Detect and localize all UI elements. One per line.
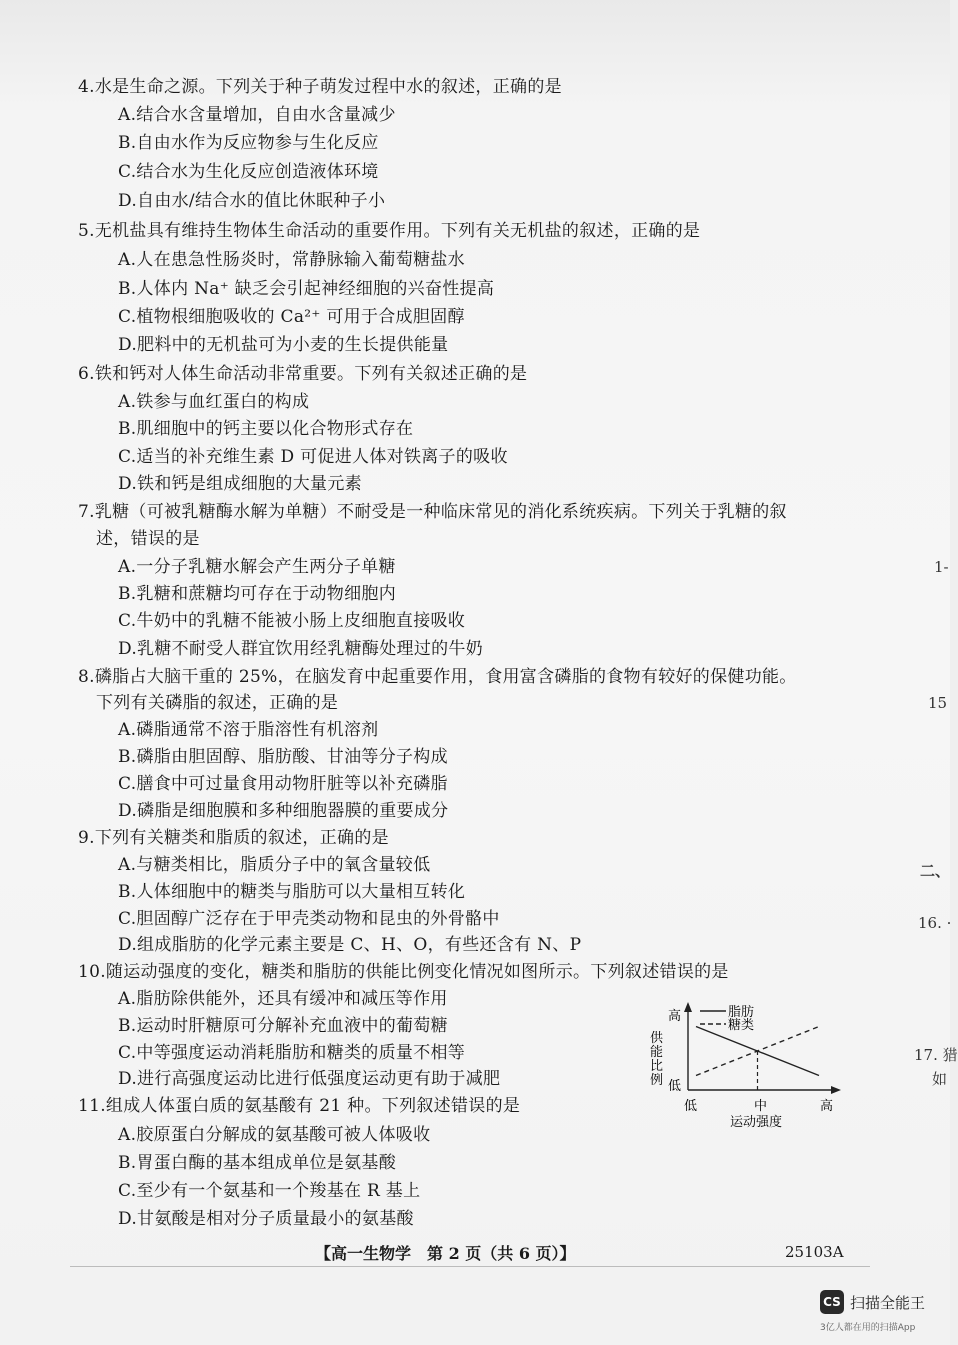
question-7-option-b: B.乳糖和蔗糖均可存在于动物细胞内 bbox=[118, 584, 396, 604]
y-tick-high: 高 bbox=[668, 1009, 682, 1024]
y-tick-low: 低 bbox=[668, 1079, 682, 1094]
question-8-stem: 8.磷脂占大脑干重的 25%，在脑发育中起重要作用，食用富含磷脂的食物有较好的保健功能。 bbox=[78, 667, 797, 687]
x-tick-low: 低 bbox=[684, 1099, 698, 1114]
question-6-stem: 6.铁和钙对人体生命活动非常重要。下列有关叙述正确的是 bbox=[78, 364, 528, 384]
question-8-option-c: C.膳食中可过量食用动物肝脏等以补充磷脂 bbox=[118, 774, 448, 794]
legend-fat-label: 脂肪 bbox=[728, 1005, 755, 1020]
y-label-char-4: 例 bbox=[650, 1073, 664, 1088]
y-label-char-2: 能 bbox=[650, 1045, 664, 1060]
question-5-option-a: A.人在患急性肠炎时，常静脉输入葡萄糖盐水 bbox=[118, 250, 465, 270]
question-11-stem: 11.组成人体蛋白质的氨基酸有 21 种。下列叙述错误的是 bbox=[78, 1096, 521, 1116]
margin-fragment-1: 1- bbox=[934, 558, 949, 576]
question-6-option-a: A.铁参与血红蛋白的构成 bbox=[118, 392, 310, 412]
scanner-logo: CS bbox=[820, 1290, 844, 1314]
x-tick-high: 高 bbox=[820, 1099, 834, 1114]
margin-fragment-2: 15 bbox=[928, 694, 948, 712]
y-label-char-3: 比 bbox=[650, 1059, 664, 1074]
legend-sugar-label: 糖类 bbox=[728, 1018, 755, 1033]
question-11-option-c: C.至少有一个氨基和一个羧基在 R 基上 bbox=[118, 1181, 421, 1201]
question-8-option-b: B.磷脂由胆固醇、脂肪酸、甘油等分子构成 bbox=[118, 747, 448, 767]
footer-code: 25103A bbox=[785, 1243, 844, 1261]
question-6-option-c: C.适当的补充维生素 D 可促进人体对铁离子的吸收 bbox=[118, 447, 508, 467]
margin-fragment-4: 16. · bbox=[918, 914, 952, 932]
footer-subject: 【高一生物学 第 2 页（共 6 页）】 bbox=[315, 1244, 576, 1263]
question-7-option-c: C.牛奶中的乳糖不能被小肠上皮细胞直接吸收 bbox=[118, 611, 466, 631]
question-9-option-a: A.与糖类相比，脂质分子中的氧含量较低 bbox=[118, 855, 431, 875]
question-7-stem-cont: 述，错误的是 bbox=[96, 529, 200, 549]
y-label-char-1: 供 bbox=[650, 1031, 664, 1046]
question-10-option-c: C.中等强度运动消耗脂肪和糖类的质量不相等 bbox=[118, 1043, 466, 1063]
question-9-option-d: D.组成脂肪的化学元素主要是 C、H、O，有些还含有 N、P bbox=[118, 935, 582, 955]
question-6-option-b: B.肌细胞中的钙主要以化合物形式存在 bbox=[118, 419, 414, 439]
question-11-option-d: D.甘氨酸是相对分子质量最小的氨基酸 bbox=[118, 1209, 414, 1229]
x-tick-mid: 中 bbox=[754, 1099, 768, 1114]
question-7-stem: 7.乳糖（可被乳糖酶水解为单糖）不耐受是一种临床常见的消化系统疾病。下列关于乳糖的叙 bbox=[78, 502, 787, 522]
question-5-option-c: C.植物根细胞吸收的 Ca²⁺ 可用于合成胆固醇 bbox=[118, 307, 465, 327]
question-8-stem-cont: 下列有关磷脂的叙述，正确的是 bbox=[96, 693, 339, 713]
energy-supply-chart bbox=[640, 998, 850, 1138]
question-7-option-d: D.乳糖不耐受人群宜饮用经乳糖酶处理过的牛奶 bbox=[118, 639, 484, 659]
question-10-option-a: A.脂肪除供能外，还具有缓冲和减压等作用 bbox=[118, 989, 448, 1009]
chart-x-arrow bbox=[831, 1086, 841, 1094]
scanner-tagline: 3亿人都在用的扫描App bbox=[820, 1323, 916, 1333]
question-5-stem: 5.无机盐具有维持生物体生命活动的重要作用。下列有关无机盐的叙述，正确的是 bbox=[78, 221, 701, 241]
question-9-option-c: C.胆固醇广泛存在于甲壳类动物和昆虫的外骨骼中 bbox=[118, 909, 500, 929]
question-4-option-d: D.自由水/结合水的值比休眠种子小 bbox=[118, 191, 386, 211]
chart-y-arrow bbox=[684, 1002, 692, 1012]
question-10-option-b: B.运动时肝糖原可分解补充血液中的葡萄糖 bbox=[118, 1016, 448, 1036]
x-axis-label: 运动强度 bbox=[730, 1115, 783, 1130]
question-6-option-d: D.铁和钙是组成细胞的大量元素 bbox=[118, 474, 362, 494]
margin-fragment-6: 如 bbox=[932, 1070, 948, 1088]
question-4-option-a: A.结合水含量增加，自由水含量减少 bbox=[118, 105, 396, 125]
question-4-stem: 4.水是生命之源。下列关于种子萌发过程中水的叙述，正确的是 bbox=[78, 77, 562, 97]
question-5-option-b: B.人体内 Na⁺ 缺乏会引起神经细胞的兴奋性提高 bbox=[118, 279, 495, 299]
margin-fragment-5: 17. 猎 bbox=[914, 1046, 958, 1064]
question-9-option-b: B.人体细胞中的糖类与脂肪可以大量相互转化 bbox=[118, 882, 466, 902]
question-11-option-b: B.胃蛋白酶的基本组成单位是氨基酸 bbox=[118, 1153, 396, 1173]
question-10-stem: 10.随运动强度的变化，糖类和脂肪的供能比例变化情况如图所示。下列叙述错误的是 bbox=[78, 962, 729, 982]
question-4-option-b: B.自由水作为反应物参与生化反应 bbox=[118, 133, 379, 153]
question-7-option-a: A.一分子乳糖水解会产生两分子单糖 bbox=[118, 557, 396, 577]
question-9-stem: 9.下列有关糖类和脂质的叙述，正确的是 bbox=[78, 828, 389, 848]
question-8-option-d: D.磷脂是细胞膜和多种细胞器膜的重要成分 bbox=[118, 801, 449, 821]
question-5-option-d: D.肥料中的无机盐可为小麦的生长提供能量 bbox=[118, 335, 449, 355]
scanner-name: 扫描全能王 bbox=[850, 1294, 926, 1312]
question-10-option-d: D.进行高强度运动比进行低强度运动更有助于减肥 bbox=[118, 1069, 501, 1089]
question-4-option-c: C.结合水为生化反应创造液体环境 bbox=[118, 162, 379, 182]
scanner-watermark bbox=[820, 1290, 945, 1340]
question-11-option-a: A.胶原蛋白分解成的氨基酸可被人体吸收 bbox=[118, 1125, 431, 1145]
margin-fragment-3: 二、 bbox=[920, 862, 951, 880]
footer-divider bbox=[70, 1266, 870, 1267]
question-8-option-a: A.磷脂通常不溶于脂溶性有机溶剂 bbox=[118, 720, 379, 740]
